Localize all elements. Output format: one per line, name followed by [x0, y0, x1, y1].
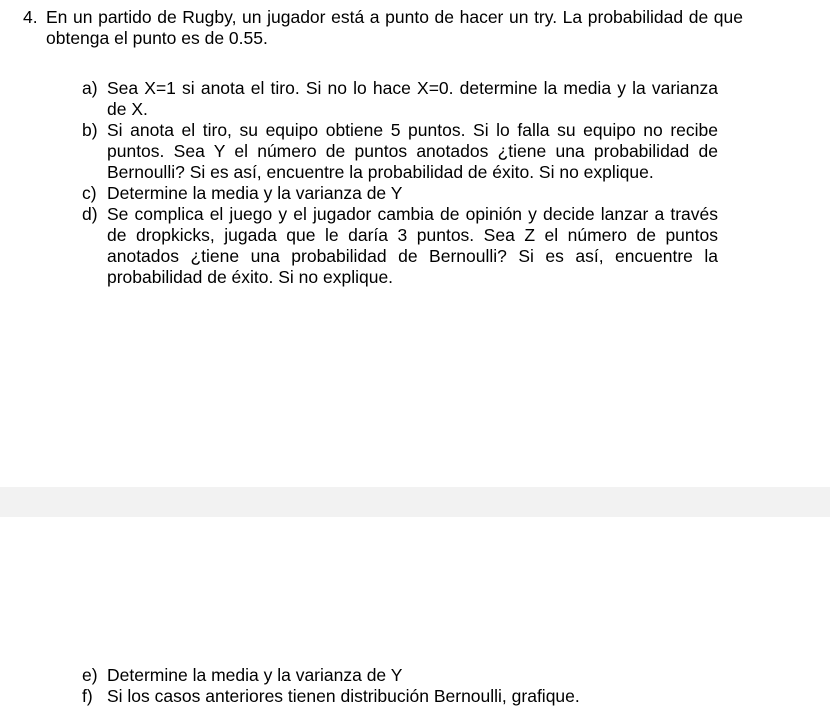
- sub-questions-list-continued: [82, 665, 718, 707]
- item-text: Se complica el juego y el jugador cambia de opinión y decide lanzar a través de dropkicks, jugada que le daría 3 puntos. Sea Z el número de puntos anotados ¿tiene una probabilidad de Bernoulli? Si es así, encuentre la probabilidad de éxito. Si no explique.: [107, 204, 718, 287]
- item-text: Si anota el tiro, su equipo obtiene 5 puntos. Si lo falla su equipo no recibe puntos. Sea Y el número de puntos anotados ¿tiene una probabilidad de Bernoulli? Si es así, encuentre la probabilidad de éxito. Si no explique.: [107, 120, 718, 182]
- question-number: 4.: [23, 7, 38, 27]
- item-letter: e): [82, 665, 98, 685]
- sub-question-a: [82, 78, 718, 120]
- page-break: [0, 487, 830, 517]
- question-text: En un partido de Rugby, un jugador está a punto de hacer un try. La probabilidad de que obtenga el punto es de 0.55.: [46, 7, 743, 48]
- item-text: Si los casos anteriores tienen distribución Bernoulli, grafique.: [107, 686, 580, 706]
- item-letter: c): [82, 183, 97, 203]
- sub-questions-list: [82, 78, 718, 288]
- item-letter: b): [82, 120, 98, 140]
- sub-question-b: [82, 120, 718, 183]
- item-letter: f): [82, 686, 93, 706]
- sub-question-e: [82, 665, 718, 686]
- sub-question-f: [82, 686, 718, 707]
- sub-question-c: [82, 183, 718, 204]
- sub-question-d: [82, 204, 718, 288]
- item-text: Determine la media y la varianza de Y: [107, 183, 403, 203]
- item-text: Determine la media y la varianza de Y: [107, 665, 403, 685]
- item-letter: d): [82, 204, 98, 224]
- item-letter: a): [82, 78, 98, 98]
- item-text: Sea X=1 si anota el tiro. Si no lo hace X=0. determine la media y la varianza de X.: [107, 78, 718, 119]
- question-4: [23, 7, 743, 49]
